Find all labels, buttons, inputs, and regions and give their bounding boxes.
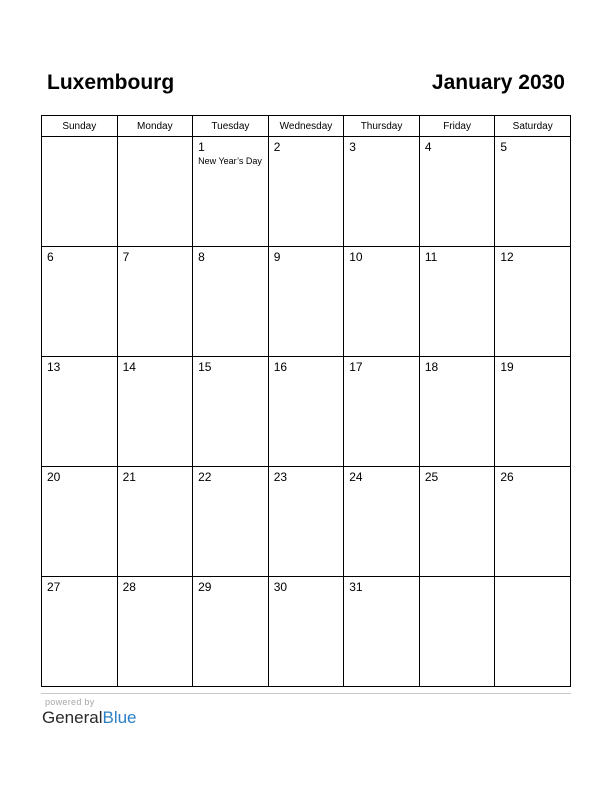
- day-number: 30: [273, 580, 288, 594]
- calendar-day-cell: [268, 357, 344, 467]
- brand-name-blue: Blue: [102, 708, 137, 727]
- day-number: 21: [122, 470, 136, 484]
- calendar-day-cell: [495, 247, 571, 357]
- calendar-day-cell: [419, 577, 495, 687]
- calendar-day-cell: [419, 137, 495, 247]
- calendar-day-cell: [117, 357, 193, 467]
- day-number: 29: [198, 580, 212, 594]
- calendar-day-cell: [268, 137, 344, 247]
- calendar-grid: [41, 115, 571, 687]
- calendar-day-cell: [344, 137, 420, 247]
- calendar-week-row: [42, 577, 571, 687]
- day-number: 5: [500, 140, 508, 154]
- calendar-day-cell: [193, 247, 269, 357]
- day-number: 10: [349, 250, 363, 264]
- brand-logo: [42, 708, 137, 728]
- day-number: 8: [198, 250, 205, 264]
- calendar-day-cell: [193, 137, 269, 247]
- calendar-day-cell: [193, 467, 269, 577]
- calendar-day-cell: [344, 247, 420, 357]
- calendar-day-cell: [268, 577, 344, 687]
- calendar-body: [42, 137, 571, 687]
- calendar-day-cell: [419, 467, 495, 577]
- weekday-header: Thursday: [344, 116, 420, 137]
- day-number: 4: [424, 140, 432, 154]
- calendar-day-cell: [42, 247, 118, 357]
- day-number: 22: [198, 470, 212, 484]
- day-number: 26: [500, 470, 514, 484]
- weekday-header: Monday: [117, 116, 193, 137]
- day-number: 14: [122, 360, 136, 374]
- day-number: 13: [47, 360, 61, 374]
- day-number: 18: [424, 360, 439, 374]
- brand-name-general: General: [42, 708, 103, 727]
- calendar-day-cell: [419, 247, 495, 357]
- weekday-header: Saturday: [495, 116, 571, 137]
- weekday-header-row: [42, 116, 571, 137]
- day-number: 7: [122, 250, 130, 264]
- calendar-day-cell: [495, 577, 571, 687]
- day-number: 24: [349, 470, 363, 484]
- calendar-week-row: [42, 357, 571, 467]
- powered-by-text: powered by: [45, 697, 95, 707]
- day-number: 15: [198, 360, 212, 374]
- holiday-label: New Year’s Day: [198, 156, 262, 166]
- day-number: 2: [273, 140, 281, 154]
- calendar-day-cell: [344, 357, 420, 467]
- day-number: 17: [349, 360, 363, 374]
- day-number: 23: [273, 470, 288, 484]
- calendar-day-cell: [117, 467, 193, 577]
- calendar-day-cell: [495, 467, 571, 577]
- footer-divider: [41, 693, 571, 694]
- calendar-day-cell: [495, 137, 571, 247]
- calendar-day-cell: [117, 577, 193, 687]
- calendar-day-cell: [42, 137, 118, 247]
- day-number: 3: [349, 140, 356, 154]
- calendar-day-cell: [419, 357, 495, 467]
- calendar-day-cell: [117, 247, 193, 357]
- calendar-day-cell: [42, 577, 118, 687]
- calendar-day-cell: [193, 357, 269, 467]
- day-number: 20: [47, 470, 61, 484]
- day-number: 16: [273, 360, 288, 374]
- month-year-title: January 2030: [431, 71, 565, 94]
- calendar-day-cell: [268, 247, 344, 357]
- calendar-day-cell: [495, 357, 571, 467]
- calendar-week-row: [42, 137, 571, 247]
- calendar-day-cell: [344, 467, 420, 577]
- calendar-day-cell: [42, 467, 118, 577]
- calendar-week-row: [42, 467, 571, 577]
- day-number: 31: [349, 580, 363, 594]
- day-number: 9: [273, 250, 281, 264]
- calendar-day-cell: [193, 577, 269, 687]
- weekday-header: Wednesday: [268, 116, 344, 137]
- day-number: 6: [47, 250, 54, 264]
- weekday-header: Friday: [419, 116, 495, 137]
- calendar-day-cell: [344, 577, 420, 687]
- country-title: Luxembourg: [47, 71, 175, 94]
- day-number: 27: [47, 580, 61, 594]
- calendar-week-row: [42, 247, 571, 357]
- day-number: 1: [198, 140, 205, 154]
- weekday-header: Sunday: [42, 116, 118, 137]
- calendar-day-cell: [42, 357, 118, 467]
- weekday-header: Tuesday: [193, 116, 269, 137]
- calendar-day-cell: [268, 467, 344, 577]
- day-number: 12: [500, 250, 514, 264]
- day-number: 28: [122, 580, 136, 594]
- day-number: 11: [424, 250, 438, 264]
- day-number: 25: [424, 470, 439, 484]
- day-number: 19: [500, 360, 514, 374]
- calendar-day-cell: [117, 137, 193, 247]
